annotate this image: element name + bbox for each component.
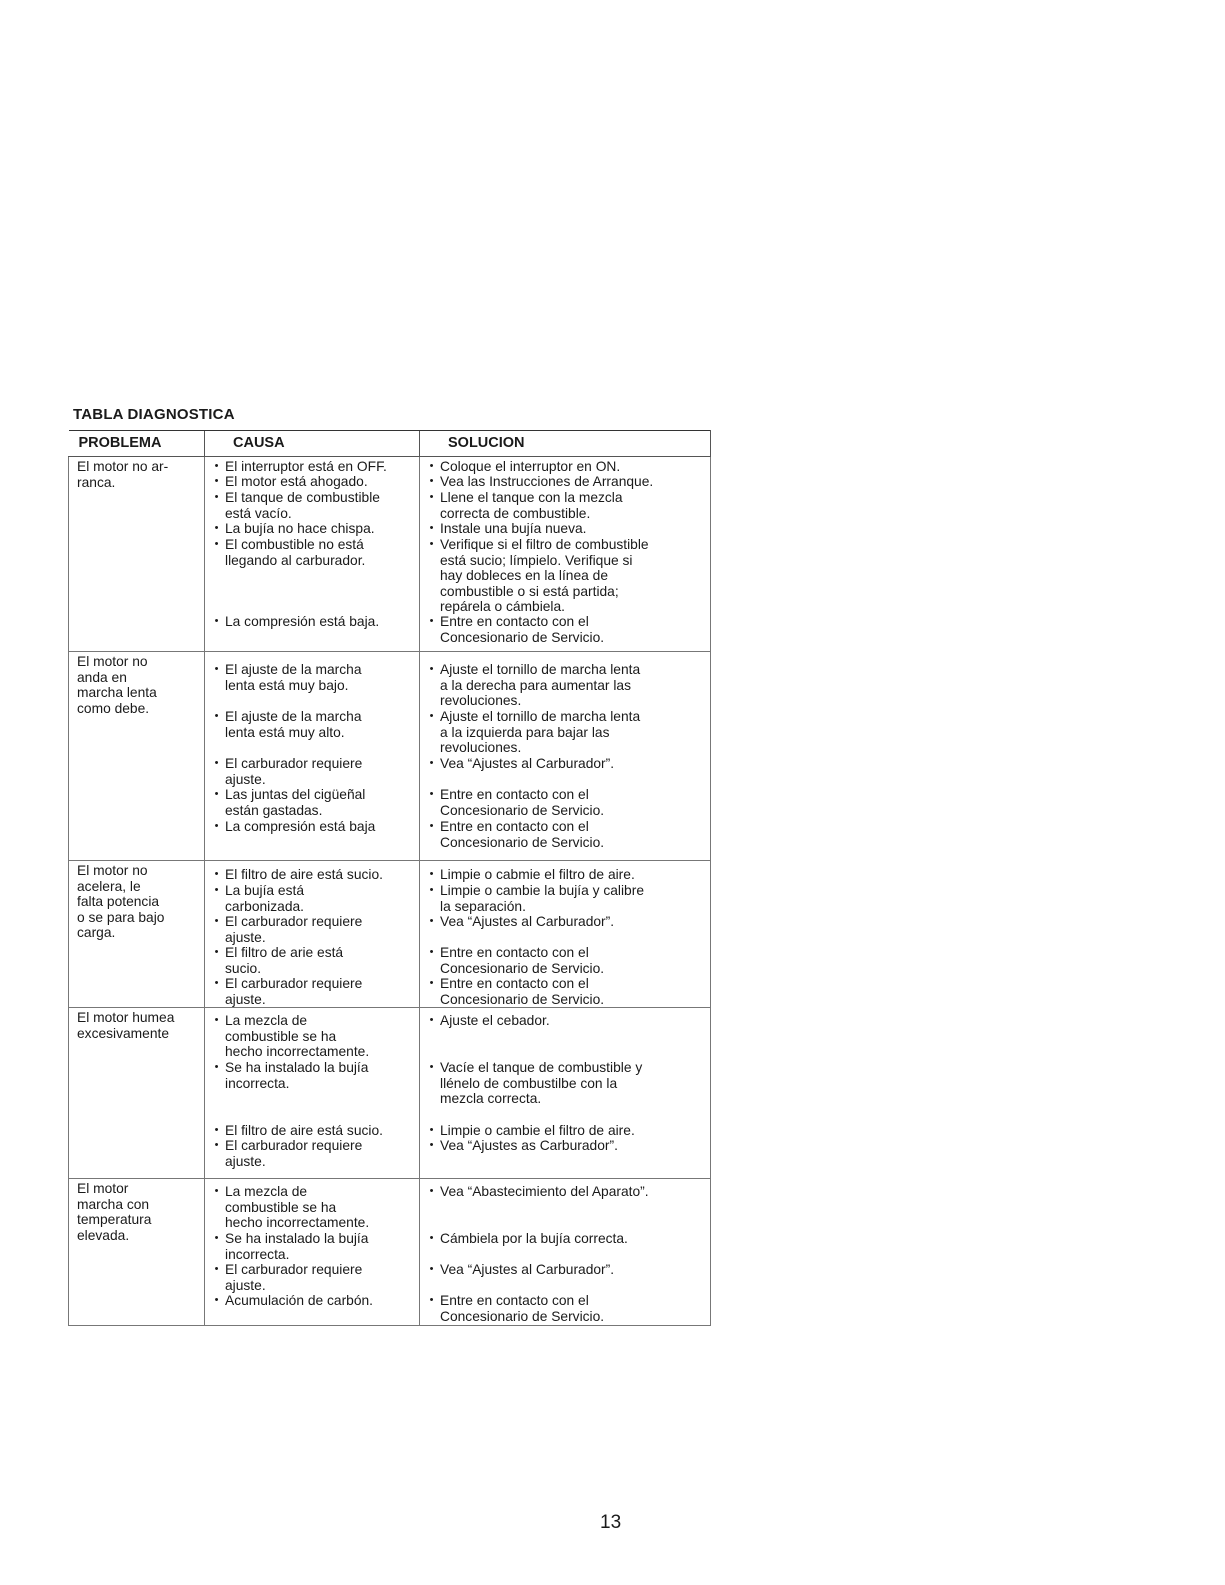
cause-text: El ajuste de la marcha lenta está muy bajo. [225, 662, 362, 693]
bullet-icon: • [429, 868, 434, 880]
bullet-icon: • [214, 868, 219, 880]
table-title: TABLA DIAGNOSTICA [73, 406, 235, 423]
solution-text: Vacíe el tanque de combustible y llénelo de combustilbe con la mezcla correcta. [440, 1060, 643, 1107]
bullet-icon: • [429, 538, 434, 550]
cause-item [208, 883, 417, 914]
bullet-icon: • [429, 820, 434, 832]
solution-item [423, 976, 708, 1007]
header-causa: CAUSA [205, 431, 420, 457]
solution-item [423, 1293, 708, 1324]
cause-item [208, 521, 417, 537]
bullet-icon: • [429, 946, 434, 958]
header-row [69, 431, 711, 457]
cause-text: El filtro de aire está sucio. [225, 867, 383, 882]
solution-text: Entre en contacto con el Concesionario de Servicio. [440, 945, 605, 976]
solution-text: Vea las Instrucciones de Arranque. [440, 474, 654, 489]
cause-item [208, 537, 417, 568]
cause-cell [205, 861, 420, 1008]
cause-item [208, 787, 417, 818]
solution-item [423, 1262, 708, 1278]
cause-item [208, 945, 417, 976]
solution-item [423, 1123, 708, 1139]
solution-text: Verifique si el filtro de combustible está sucio; límpielo. Verifique si hay dobleces en la línea de combustible o si está partida; repárela o cámbiela. [440, 537, 649, 615]
solution-text: Vea “Ajustes as Carburador”. [440, 1138, 618, 1153]
table-row [69, 652, 711, 861]
cause-text: Se ha instalado la bujía incorrecta. [225, 1060, 369, 1091]
cause-text: La mezcla de combustible se ha hecho incorrectamente. [225, 1013, 370, 1060]
solution-item [423, 1138, 708, 1154]
cause-item [208, 1184, 417, 1231]
bullet-icon: • [214, 1294, 219, 1306]
cause-item [208, 490, 417, 521]
cause-text: El motor está ahogado. [225, 474, 368, 489]
cause-cell [205, 652, 420, 861]
solution-item [423, 787, 708, 818]
cause-text: Las juntas del cigüeñal están gastadas. [225, 787, 366, 818]
solution-item [423, 521, 708, 537]
bullet-icon: • [429, 884, 434, 896]
cause-cell [205, 1008, 420, 1179]
solution-item [423, 756, 708, 772]
bullet-icon: • [429, 1124, 434, 1136]
solution-text: Limpie o cambie la bujía y calibre la separación. [440, 883, 644, 914]
bullet-icon: • [429, 475, 434, 487]
solution-item [423, 1013, 708, 1029]
bullet-icon: • [429, 788, 434, 800]
cause-item [208, 1293, 417, 1309]
bullet-icon: • [214, 1014, 219, 1026]
cause-item [208, 976, 417, 1007]
solution-item [423, 474, 708, 490]
cause-item [208, 614, 417, 630]
bullet-icon: • [214, 946, 219, 958]
bullet-icon: • [429, 1014, 434, 1026]
bullet-icon: • [429, 1061, 434, 1073]
table-row [69, 457, 711, 652]
cause-text: El filtro de arie está sucio. [225, 945, 344, 976]
solution-cell [420, 1008, 711, 1179]
problem-text: El motor humea excesivamente [77, 1010, 175, 1041]
cause-text: El filtro de aire está sucio. [225, 1123, 383, 1138]
bullet-icon: • [214, 915, 219, 927]
bullet-icon: • [214, 757, 219, 769]
table-row [69, 1179, 711, 1326]
bullet-icon: • [214, 522, 219, 534]
table-row [69, 861, 711, 1008]
table-row [69, 1008, 711, 1179]
bullet-icon: • [214, 1185, 219, 1197]
solution-text: Cámbiela por la bujía correcta. [440, 1231, 628, 1246]
solution-item [423, 459, 708, 475]
cause-cell [205, 1179, 420, 1326]
bullet-icon: • [429, 1232, 434, 1244]
problem-text: El motor no acelera, le falta potencia o se para bajo carga. [77, 863, 165, 941]
cause-item [208, 1262, 417, 1293]
bullet-icon: • [429, 710, 434, 722]
cause-item [208, 474, 417, 490]
solution-text: Vea “Ajustes al Carburador”. [440, 756, 615, 771]
solution-text: Vea “Ajustes al Carburador”. [440, 914, 615, 929]
bullet-icon: • [429, 491, 434, 503]
solution-text: Vea “Ajustes al Carburador”. [440, 1262, 615, 1277]
bullet-icon: • [214, 884, 219, 896]
solution-item [423, 490, 708, 521]
bullet-icon: • [214, 1061, 219, 1073]
solution-cell [420, 1179, 711, 1326]
cause-text: El carburador requiere ajuste. [225, 976, 363, 1007]
bullet-icon: • [214, 1124, 219, 1136]
bullet-icon: • [214, 615, 219, 627]
bullet-icon: • [429, 757, 434, 769]
solution-item [423, 662, 708, 709]
problem-text: El motor marcha con temperatura elevada. [77, 1181, 152, 1243]
header-solucion: SOLUCION [420, 431, 711, 457]
bullet-icon: • [214, 491, 219, 503]
cause-item [208, 1060, 417, 1091]
problem-cell [69, 1179, 205, 1326]
solution-item [423, 945, 708, 976]
solution-item [423, 1060, 708, 1107]
bullet-icon: • [214, 663, 219, 675]
bullet-icon: • [214, 820, 219, 832]
cause-cell [205, 457, 420, 652]
bullet-icon: • [214, 460, 219, 472]
cause-item [208, 756, 417, 787]
cause-text: La compresión está baja. [225, 614, 380, 629]
cause-text: La compresión está baja [225, 819, 376, 834]
solution-text: Entre en contacto con el Concesionario de Servicio. [440, 787, 605, 818]
cause-item [208, 914, 417, 945]
bullet-icon: • [429, 460, 434, 472]
cause-text: El carburador requiere ajuste. [225, 756, 363, 787]
bullet-icon: • [429, 1263, 434, 1275]
problem-cell [69, 861, 205, 1008]
solution-text: Llene el tanque con la mezcla correcta de combustible. [440, 490, 623, 521]
bullet-icon: • [214, 475, 219, 487]
cause-text: La bujía está carbonizada. [225, 883, 305, 914]
cause-text: El carburador requiere ajuste. [225, 914, 363, 945]
cause-item [208, 459, 417, 475]
solution-text: Entre en contacto con el Concesionario de Servicio. [440, 614, 605, 645]
cause-item [208, 662, 417, 693]
bullet-icon: • [214, 1139, 219, 1151]
solution-item [423, 819, 708, 850]
solution-cell [420, 861, 711, 1008]
bullet-icon: • [429, 1185, 434, 1197]
diagnostic-table [68, 430, 711, 1326]
solution-text: Entre en contacto con el Concesionario de Servicio. [440, 1293, 605, 1324]
cause-item [208, 867, 417, 883]
cause-item [208, 1138, 417, 1169]
cause-text: El tanque de combustible está vacío. [225, 490, 380, 521]
solution-text: Limpie o cambie el filtro de aire. [440, 1123, 635, 1138]
solution-item [423, 537, 708, 615]
bullet-icon: • [429, 663, 434, 675]
solution-text: Ajuste el tornillo de marcha lenta a la derecha para aumentar las revoluciones. [440, 662, 641, 709]
problem-cell [69, 1008, 205, 1179]
solution-text: Limpie o cabmie el filtro de aire. [440, 867, 635, 882]
cause-text: La mezcla de combustible se ha hecho incorrectamente. [225, 1184, 370, 1231]
cause-text: El interruptor está en OFF. [225, 459, 387, 474]
cause-item [208, 1123, 417, 1139]
cause-text: El ajuste de la marcha lenta está muy alto. [225, 709, 362, 740]
problem-cell [69, 457, 205, 652]
bullet-icon: • [429, 977, 434, 989]
solution-item [423, 914, 708, 930]
bullet-icon: • [214, 1263, 219, 1275]
bullet-icon: • [214, 1232, 219, 1244]
cause-text: El carburador requiere ajuste. [225, 1262, 363, 1293]
cause-text: La bujía no hace chispa. [225, 521, 375, 536]
solution-item [423, 883, 708, 914]
cause-text: El carburador requiere ajuste. [225, 1138, 363, 1169]
cause-item [208, 709, 417, 740]
solution-text: Coloque el interruptor en ON. [440, 459, 621, 474]
bullet-icon: • [429, 915, 434, 927]
problem-cell [69, 652, 205, 861]
bullet-icon: • [429, 522, 434, 534]
cause-item [208, 1013, 417, 1060]
cause-text: Acumulación de carbón. [225, 1293, 374, 1308]
bullet-icon: • [429, 615, 434, 627]
solution-text: Ajuste el cebador. [440, 1013, 550, 1028]
solution-text: Entre en contacto con el Concesionario de Servicio. [440, 819, 605, 850]
bullet-icon: • [214, 788, 219, 800]
cause-text: El combustible no está llegando al carburador. [225, 537, 366, 568]
bullet-icon: • [429, 1139, 434, 1151]
cause-item [208, 1231, 417, 1262]
bullet-icon: • [429, 1294, 434, 1306]
problem-text: El motor no ar- ranca. [77, 459, 169, 490]
bullet-icon: • [214, 977, 219, 989]
solution-item [423, 614, 708, 645]
solution-cell [420, 457, 711, 652]
page-number: 13 [600, 1512, 622, 1533]
solution-text: Instale una bujía nueva. [440, 521, 587, 536]
solution-text: Vea “Abastecimiento del Aparato”. [440, 1184, 649, 1199]
solution-item [423, 1184, 708, 1200]
solution-text: Entre en contacto con el Concesionario de Servicio. [440, 976, 605, 1007]
header-problema: PROBLEMA [69, 431, 205, 457]
solution-text: Ajuste el tornillo de marcha lenta a la izquierda para bajar las revoluciones. [440, 709, 641, 756]
cause-text: Se ha instalado la bujía incorrecta. [225, 1231, 369, 1262]
solution-item [423, 709, 708, 756]
bullet-icon: • [214, 538, 219, 550]
cause-item [208, 819, 417, 835]
solution-cell [420, 652, 711, 861]
solution-item [423, 1231, 708, 1247]
bullet-icon: • [214, 710, 219, 722]
problem-text: El motor no anda en marcha lenta como debe. [77, 654, 157, 716]
solution-item [423, 867, 708, 883]
